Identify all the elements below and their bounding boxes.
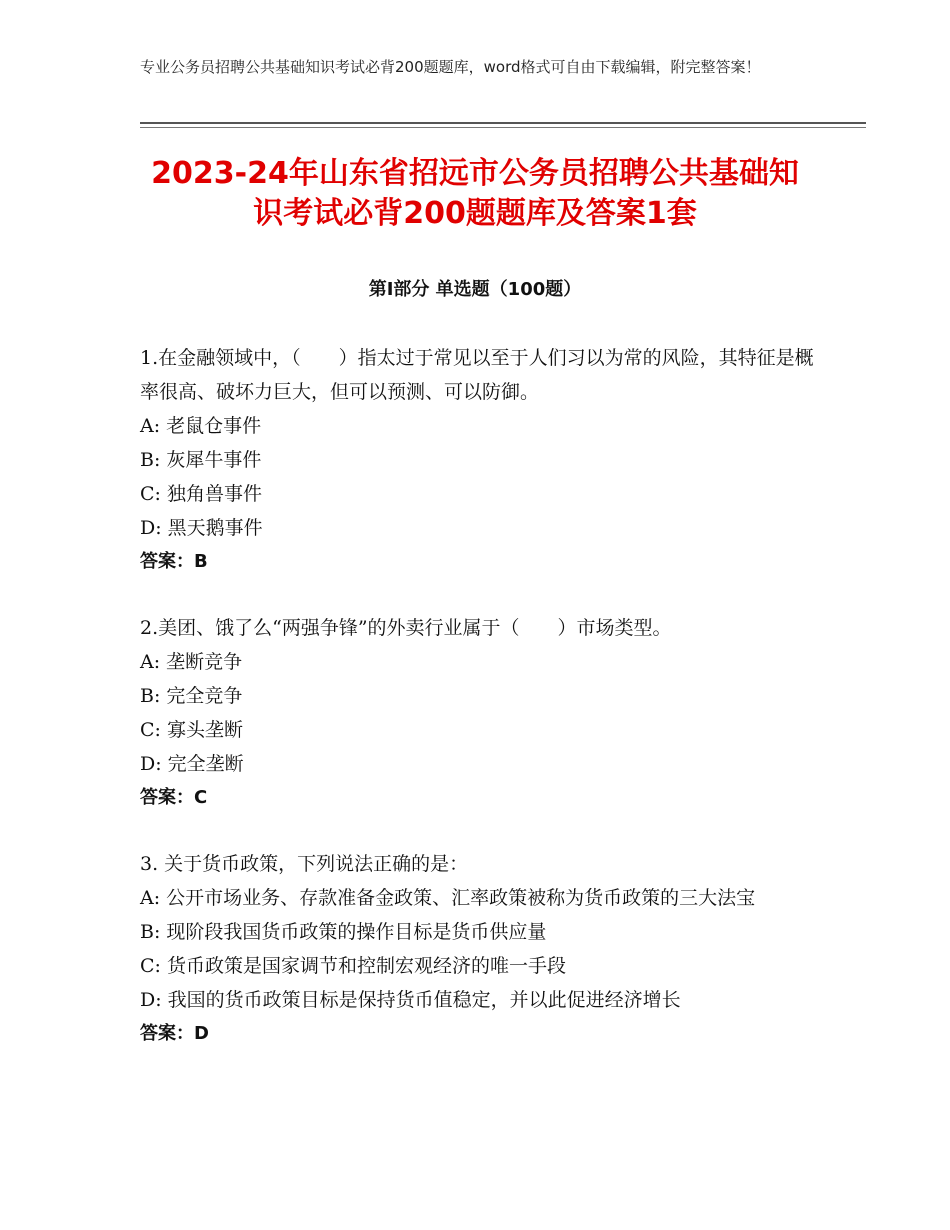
question-list (140, 341, 820, 1083)
answer-line (140, 781, 820, 815)
option-b: B: 完全竞争 (140, 685, 243, 707)
answer-line (140, 545, 820, 579)
section-title: 第Ⅰ部分 单选题（100题） (368, 279, 582, 300)
option-a: A: 公开市场业务、存款准备金政策、汇率政策被称为货币政策的三大法宝 (140, 887, 756, 909)
option-a: A: 老鼠仓事件 (140, 415, 262, 437)
question-stem: 1.在金融领域中，（ ）指太过于常见以至于人们习以为常的风险，其特征是概率很高、破坏力巨大，但可以预测、可以防御。 (140, 347, 814, 403)
option-c: C: 寡头垄断 (140, 719, 243, 741)
answer-label: 答案： (140, 1023, 194, 1044)
header-divider-thin (140, 127, 866, 128)
answer-value: C (194, 787, 208, 808)
answer-label: 答案： (140, 787, 194, 808)
header-note: 专业公务员招聘公共基础知识考试必背200题题库，word格式可自由下载编辑，附完整答案！ (140, 58, 761, 76)
answer-value: D (194, 1023, 209, 1044)
option-b: B: 灰犀牛事件 (140, 449, 262, 471)
option-d: D: 我国的货币政策目标是保持货币值稳定，并以此促进经济增长 (140, 989, 681, 1011)
option-c: C: 货币政策是国家调节和控制宏观经济的唯一手段 (140, 955, 566, 977)
option-c: C: 独角兽事件 (140, 483, 262, 505)
option-a: A: 垄断竞争 (140, 651, 243, 673)
option-d: D: 黑天鹅事件 (140, 517, 263, 539)
option-b: B: 现阶段我国货币政策的操作目标是货币供应量 (140, 921, 547, 943)
document-title: 2023-24年山东省招远市公务员招聘公共基础知识考试必背200题题库及答案1套 (151, 156, 799, 231)
option-d: D: 完全垄断 (140, 753, 244, 775)
answer-value: B (194, 551, 208, 572)
question-1 (140, 341, 820, 579)
question-2 (140, 611, 820, 815)
answer-label: 答案： (140, 551, 194, 572)
question-stem: 3. 关于货币政策，下列说法正确的是： (140, 853, 469, 875)
question-stem: 2.美团、饿了么“两强争锋”的外卖行业属于（ ）市场类型。 (140, 617, 672, 639)
question-3 (140, 847, 820, 1051)
answer-line (140, 1017, 820, 1051)
header-divider-thick (140, 122, 866, 124)
